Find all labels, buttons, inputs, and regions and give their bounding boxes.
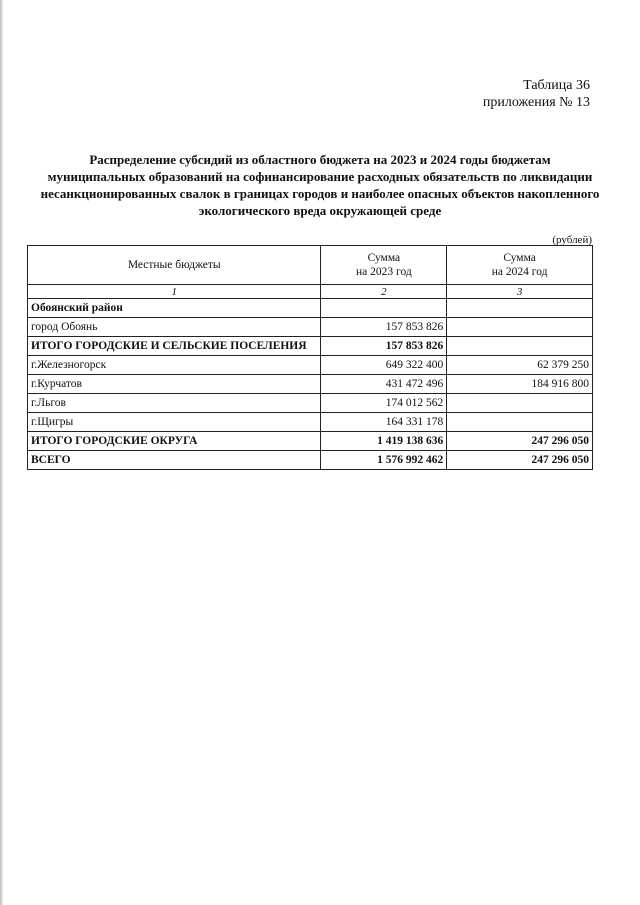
amount-2024 [447, 394, 593, 413]
column-number: 2 [321, 285, 447, 299]
table-row [28, 299, 593, 318]
row-name: г.Курчатов [28, 375, 321, 394]
amount-2023: 1 419 138 636 [321, 432, 447, 451]
page-edge [0, 0, 3, 905]
units-label: (рублей) [552, 234, 592, 246]
row-name: г.Щигры [28, 413, 321, 432]
table-header-row [28, 246, 593, 285]
amount-2023: 649 322 400 [321, 356, 447, 375]
table-number: Таблица 36 [523, 78, 590, 93]
amount-2024 [447, 413, 593, 432]
row-name: Обоянский район [28, 299, 321, 318]
amount-2023: 174 012 562 [321, 394, 447, 413]
amount-2024: 184 916 800 [447, 375, 593, 394]
row-name: ИТОГО ГОРОДСКИЕ ОКРУГА [28, 432, 321, 451]
column-number: 3 [447, 285, 593, 299]
col-header-2023: Сумма на 2023 год [321, 246, 447, 285]
col-header-2024: Сумма на 2024 год [447, 246, 593, 285]
amount-2024 [447, 299, 593, 318]
row-name: ИТОГО ГОРОДСКИЕ И СЕЛЬСКИЕ ПОСЕЛЕНИЯ [28, 337, 321, 356]
subsidy-table [27, 245, 593, 470]
column-number-row [28, 285, 593, 299]
appendix-number: приложения № 13 [482, 95, 590, 110]
amount-2023: 431 472 496 [321, 375, 447, 394]
amount-2024: 62 379 250 [447, 356, 593, 375]
table-row [28, 356, 593, 375]
amount-2023 [321, 299, 447, 318]
document-title: Распределение субсидий из областного бюджета на 2023 и 2024 годы бюджетам муниципальных образований на софинансирование расходных обязательств по ликвидации несанкционированных свалок в границах городов и наиболее опасных объектов накопленного экологического вреда окружающей среде [40, 152, 600, 218]
column-number: 1 [28, 285, 321, 299]
amount-2024 [447, 337, 593, 356]
table-row [28, 413, 593, 432]
row-name: г.Железногорск [28, 356, 321, 375]
table-row [28, 394, 593, 413]
amount-2023: 157 853 826 [321, 337, 447, 356]
amount-2024: 247 296 050 [447, 451, 593, 470]
table-reference [483, 77, 590, 111]
col-header-budgets: Местные бюджеты [28, 246, 321, 285]
row-name: г.Льгов [28, 394, 321, 413]
amount-2023: 164 331 178 [321, 413, 447, 432]
grand-total-row [28, 451, 593, 470]
row-name: город Обоянь [28, 318, 321, 337]
amount-2023: 157 853 826 [321, 318, 447, 337]
subtotal-row [28, 337, 593, 356]
amount-2024: 247 296 050 [447, 432, 593, 451]
row-name: ВСЕГО [28, 451, 321, 470]
amount-2024 [447, 318, 593, 337]
table-row [28, 318, 593, 337]
amount-2023: 1 576 992 462 [321, 451, 447, 470]
table-row [28, 375, 593, 394]
subtotal-row [28, 432, 593, 451]
